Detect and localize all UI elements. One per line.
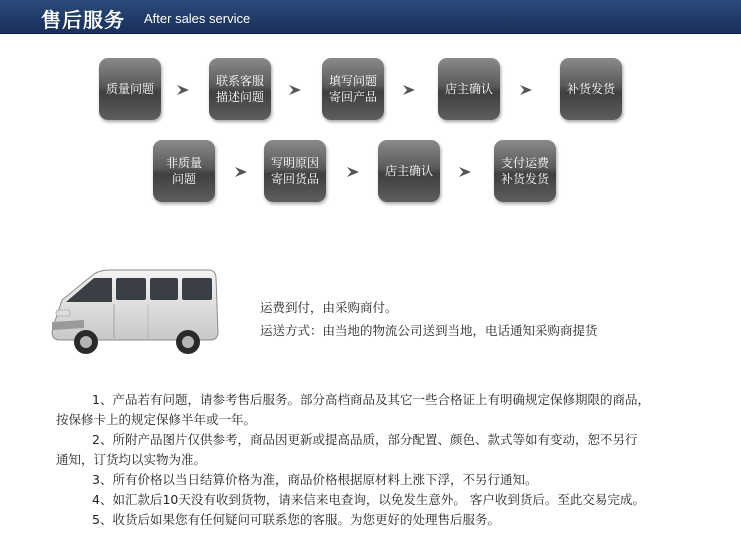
arrow-right-icon [176,84,190,96]
page-subtitle: After sales service [144,11,251,26]
header-banner [0,0,741,34]
note-5: 5、收货后如果您有任何疑问可联系您的客服。为您更好的处理售后服务。 [92,512,500,527]
arrow-right-icon [346,166,360,178]
note-3: 3、所有价格以当日结算价格为准，商品价格根据原材料上涨下浮，不另行通知。 [92,472,538,487]
flow-step-non-quality-issue: 非质量 问题 [153,140,215,202]
note-1-line-2: 按保修卡上的规定保修半年或一年。 [56,412,257,427]
arrow-right-icon [288,84,302,96]
note-4: 4、如汇款后10天没有收到货物，请来信来电查询，以免发生意外。 客户收到货后。至此交易完成。 [92,492,645,507]
shipping-fee-note: 运费到付，由采购商付。 [260,300,398,315]
flow-step-pay-and-reship: 支付运费 补货发货 [494,140,556,202]
note-2-line-1: 2、所附产品图片仅供参考，商品因更新或提高品质，部分配置、颜色、款式等如有变动，恕不另行 [92,432,638,447]
flow-step-owner-confirm-2: 店主确认 [378,140,440,202]
after-sales-notes [56,390,726,530]
delivery-van-image [48,262,224,362]
arrow-right-icon [402,84,416,96]
arrow-right-icon [458,166,472,178]
flow-step-reship: 补货发货 [560,58,622,120]
flow-step-owner-confirm: 店主确认 [438,58,500,120]
arrow-right-icon [234,166,248,178]
flow-step-state-reason: 写明原因 寄回货品 [264,140,326,202]
note-1-line-1: 1、产品若有问题，请参考售后服务。部分高档商品及其它一些合格证上有明确规定保修期限的商品， [92,392,650,407]
note-2-line-2: 通知，订货均以实物为准。 [56,452,207,467]
flow-step-return-product: 填写问题 寄回产品 [322,58,384,120]
page-title: 售后服务 [41,8,125,32]
flow-step-contact-service: 联系客服 描述问题 [209,58,271,120]
arrow-right-icon [519,84,533,96]
flow-step-quality-issue: 质量问题 [99,58,161,120]
shipping-method-note: 运送方式：由当地的物流公司送到当地，电话通知采购商提货 [260,323,598,338]
